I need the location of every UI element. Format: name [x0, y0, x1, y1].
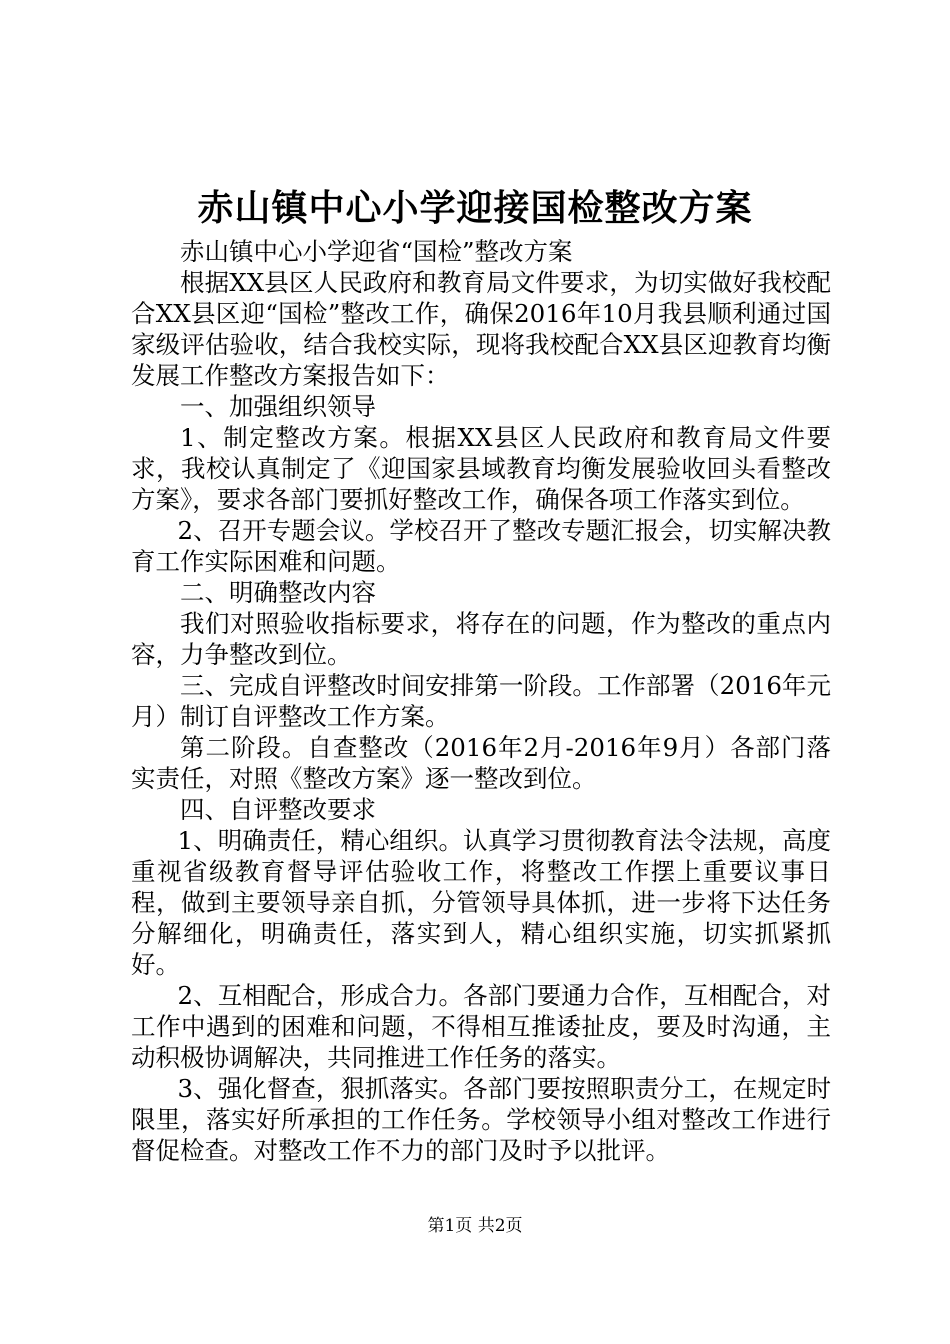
section-heading-1: 一、加强组织领导: [180, 392, 376, 421]
requirement-paragraph: 1、明确责任，精心组织。认真学习贯彻教育法令法规，高度重视省级教育督导评估验收工作，将整改工作摆上重要议事日程，做到主要领导亲自抓，分管领导具体抓，进一步将下达任务分解细化，明确责任，落实到人，精心组织实施，切实抓紧抓好。: [131, 826, 831, 979]
stage-paragraph: 第二阶段。自查整改（2016年2月-2016年9月）各部门落实责任，对照《整改方案》逐一整改到位。: [131, 733, 831, 793]
requirement-paragraph: 3、强化督查，狠抓落实。各部门要按照职责分工，在规定时限里，落实好所承担的工作任务。学校领导小组对整改工作进行督促检查。对整改工作不力的部门及时予以批评。: [131, 1074, 831, 1165]
document-body: [131, 236, 831, 1166]
section-heading-4: 四、自评整改要求: [180, 795, 376, 824]
item-paragraph: 1、制定整改方案。根据XX县区人民政府和教育局文件要求，我校认真制定了《迎国家县域教育均衡发展验收回头看整改方案》，要求各部门要抓好整改工作，确保各项工作落实到位。: [131, 423, 831, 514]
section-heading-3: 三、完成自评整改时间安排第一阶段。工作部署（2016年元月）制订自评整改工作方案。: [131, 671, 831, 731]
document-title: 赤山镇中心小学迎接国检整改方案: [197, 187, 753, 229]
section-heading-2: 二、明确整改内容: [180, 578, 376, 607]
page-number: 第1页 共2页: [427, 1216, 523, 1236]
intro-paragraph: 根据XX县区人民政府和教育局文件要求，为切实做好我校配合XX县区迎“国检”整改工作，确保2016年10月我县顺利通过国家级评估验收，结合我校实际，现将我校配合XX县区迎教育均衡发展工作整改方案报告如下：: [131, 268, 831, 390]
content-paragraph: 我们对照验收指标要求，将存在的问题，作为整改的重点内容，力争整改到位。: [131, 609, 831, 669]
subtitle-paragraph: 赤山镇中心小学迎省“国检”整改方案: [180, 237, 573, 266]
requirement-paragraph: 2、互相配合，形成合力。各部门要通力合作，互相配合，对工作中遇到的困难和问题，不得相互推诿扯皮，要及时沟通，主动积极协调解决，共同推进工作任务的落实。: [131, 981, 831, 1072]
item-paragraph: 2、召开专题会议。学校召开了整改专题汇报会，切实解决教育工作实际困难和问题。: [131, 516, 831, 576]
